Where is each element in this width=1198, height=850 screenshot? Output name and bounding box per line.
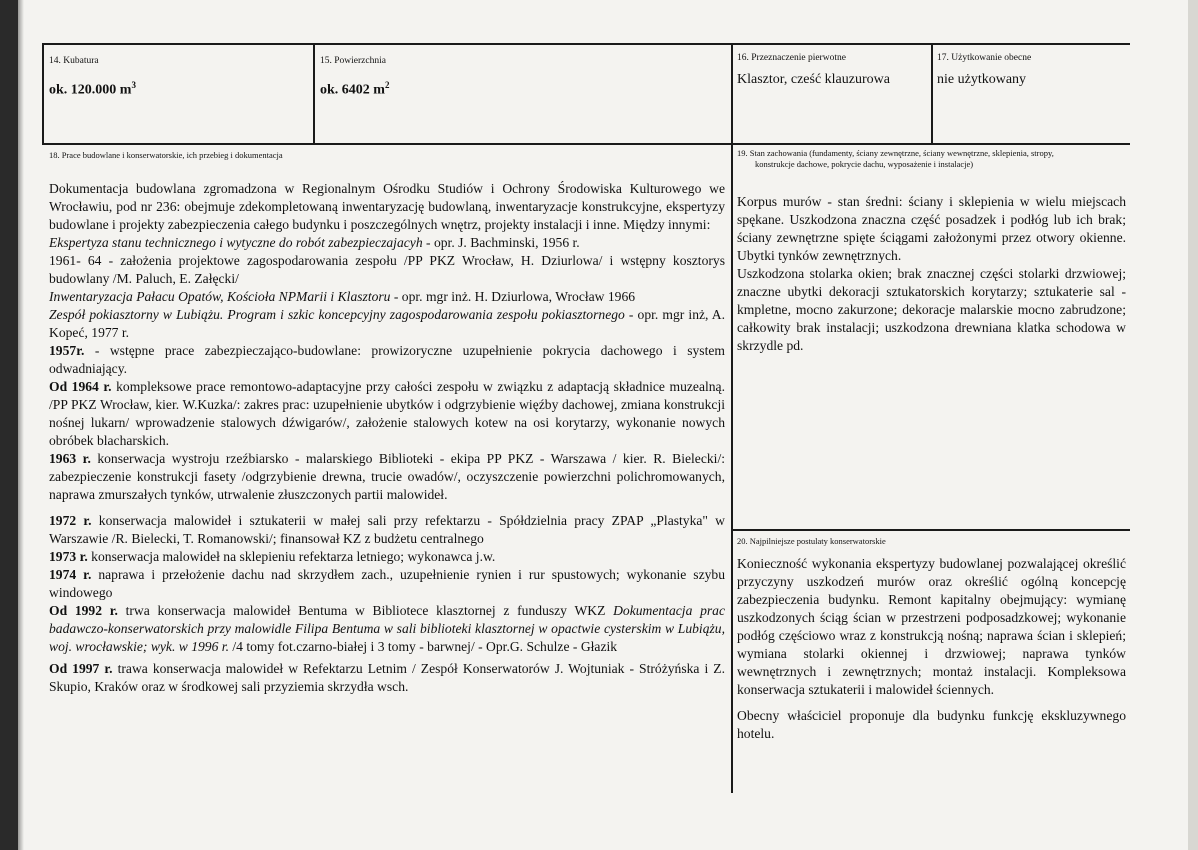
col-divider-15 <box>313 43 315 145</box>
przeznaczenie-value: Klasztor, cześć klauzurowa <box>737 72 890 87</box>
row-divider-1 <box>42 143 1130 145</box>
postulaty-p1: Konieczność wykonania ekspertyzy budowlanej pozwalającej określić przyczyny uszkodzeń murów oraz określić ogólną koncepcję zabezpieczenia budynku. Remont kapitalny obejmujący: wymianę uszkodzonych ściąg ścian w przestrzeni podposadzkowej; wykonanie podłóg częściowo wraz z konstrukcją nośną; naprawa ścian i sklepień; wymiana stolarki okiennej i drzwiowej; naprawa tynków wewnętrznych i zewnętrznych; montaż instalacji. Kompleksowa konserwacja sztukaterii i malowideł ściennych. <box>737 556 1126 697</box>
kubatura-label: 14. Kubatura <box>49 56 99 66</box>
prace-p1: Dokumentacja budowlana zgromadzona w Regionalnym Ośrodku Studiów i Ochrony Środowiska Kulturowego we Wrocławiu, pod nr 236: obejmuje zdekompletowaną inwentaryzację budowlaną, inwentaryzacje konstrukcyjne, ekspertyzy budowlane i projekty zabezpieczenia całego budynku i poszczególnych wnętrz, projekty instalacji i inne. Między innymi: <box>49 181 725 232</box>
prace-label: 18. Prace budowlane i konserwatorskie, ich przebieg i dokumentacja <box>49 150 283 160</box>
powierzchnia-value: ok. 6402 $m^2$ <box>320 80 390 98</box>
prace-p11: 1974 r. naprawa i przełożenie dachu nad skrzydłem zach., uzupełnienie rynien i rur spustowych; wykonanie szybu windowego <box>49 567 725 600</box>
right-column-divider <box>733 529 1130 531</box>
prace-p6: 1957r. - wstępne prace zabezpieczająco-budowlane: prowizoryczne uzupełnienie pokrycia dachowego i system odwadniający. <box>49 343 725 376</box>
uzytkowanie-value: nie użytkowany <box>937 72 1027 87</box>
prace-p5: Zespół pokiasztorny w Lubiążu. Program i szkic koncepcyjny zagospodarowania zespołu pokiasztornego - opr. mgr inż, A. Kopeć, 1977 r. <box>49 307 726 340</box>
uzytkowanie-label: 17. Użytkowanie obecne <box>937 53 1032 63</box>
prace-p9: 1972 r. konserwacja malowideł i sztukaterii w małej sali przy refektarzu - Spółdzielnia pracy ZPAP „Plastyka" w Warszawie /R. Bielecki, T. Romanowski/; finansował KZ z budżetu centralnego <box>49 513 725 546</box>
powierzchnia-label: 15. Powierzchnia <box>320 56 386 66</box>
stan-label-line2: konstrukcje dachowe, pokrycie dachu, wyposażenie i instalacje) <box>755 159 974 169</box>
scan-edge-left <box>0 0 18 850</box>
prace-p8: 1963 r. konserwacja wystroju rzeźbiarsko - malarskiego Biblioteki - ekipa PP PKZ - Warszawa / kier. R. Bielecki/: zabezpieczenie konstrukcji fasety /odgrzybienie drewna, trucie owadów/, oczyszczenie powierzchni polichromowanych, naprawa zmurszałych tynków, utrwalenie złuszczonych partii malowideł. <box>49 451 725 502</box>
postulaty-label: 20. Najpilniejsze postulaty konserwatorskie <box>737 536 886 546</box>
prace-text <box>49 180 725 696</box>
prace-p13: Od 1997 r. trawa konserwacja malowideł w Refektarzu Letnim / Zespół Konserwatorów J. Wojtuniak - Stróżyńska i Z. Skupio, Kraków oraz w środkowej sali przyziemia skrzydła wsch. <box>49 661 725 694</box>
prace-p4: Inwentaryzacja Pałacu Opatów, Kościoła NPMarii i Klasztoru - opr. mgr inż. H. Dziurlowa, Wrocław 1966 <box>49 289 636 304</box>
prace-p3: 1961- 64 - założenia projektowe zagospodarowania zespołu /PP PKZ Wrocław, H. Dziurlowa/ i wstępny kosztorys budowlany /M. Paluch, E. Załęcki/ <box>49 253 725 286</box>
prace-p10: 1973 r. konserwacja malowideł na sklepieniu refektarza letniego; wykonawca j.w. <box>49 549 496 564</box>
stan-label <box>737 148 1125 170</box>
przeznaczenie-label: 16. Przeznaczenie pierwotne <box>737 53 846 63</box>
postulaty-text <box>737 555 1126 743</box>
scan-edge-right <box>1188 0 1198 850</box>
col-divider-17 <box>931 43 933 145</box>
stan-p2: Uszkodzona stolarka okien; brak znacznej części stolarki drzwiowej; znaczne ubytki dekoracji sztukatorskich korytarzy; sztukaterie sal - kmpletne, mocno zakurzone; dekoracje malarskie mocno zabrudzone; całkowity brak instalacji; uszkodzona drewniana klatka schodowa w skrzydle pd. <box>737 266 1126 353</box>
col-divider-main <box>731 43 733 793</box>
prace-p2: Ekspertyza stanu technicznego i wytyczne do robót zabezpieczajacyh - opr. J. Bachminski, 1956 r. <box>49 235 580 250</box>
stan-p1: Korpus murów - stan średni: ściany i sklepienia w wielu miejscach spękane. Uszkodzona znaczna część posadzek i podłóg lub ich brak; ściany zewnętrzne spięte ściągami założonymi przez otwory okienne. Ubytki tynków zewnętrznych. <box>737 194 1126 263</box>
prace-p12: Od 1992 r. trwa konserwacja malowideł Bentuma w Bibliotece klasztornej z funduszy WKZ Dokumentacja prac badawczo-konserwatorskich przy malowidle Filipa Bentuma w sali biblioteki klasztornej w opactwie cysterskim w Lubiążu, woj. wrocławskie; wyk. w 1996 r. /4 tomy fot.czarno-białej i 3 tomy - barwnej/ - Opr.G. Schulze - Głazik <box>49 603 725 654</box>
prace-p7: Od 1964 r. kompleksowe prace remontowo-adaptacyjne przy całości zespołu w związku z adaptacją składnice muzealną. /PP PKZ Wrocław, kier. W.Kuzka/: zakres prac: uzupełnienie ubytków i odgrzybienie więźby dachowej, zmiana konstrukcji nośnej lukarn/ wprowadzenie stalowych dźwigarów/, założenie stalowych kotew na osi korytarzy, wykonanie nowych obróbek blacharskich. <box>49 379 725 448</box>
scan-edge-shadow <box>18 0 24 850</box>
kubatura-value: ok. 120.000 $m^3$ <box>49 80 136 98</box>
stan-text <box>737 193 1126 355</box>
left-border <box>42 43 44 145</box>
postulaty-p2: Obecny właściciel proponuje dla budynku funkcję ekskluzywnego hotelu. <box>737 708 1126 741</box>
table-top-border <box>42 43 1130 45</box>
stan-label-line1: 19. Stan zachowania (fundamenty, ściany zewnętrzne, ściany wewnętrzne, sklepienia, stropy, <box>737 148 1054 158</box>
